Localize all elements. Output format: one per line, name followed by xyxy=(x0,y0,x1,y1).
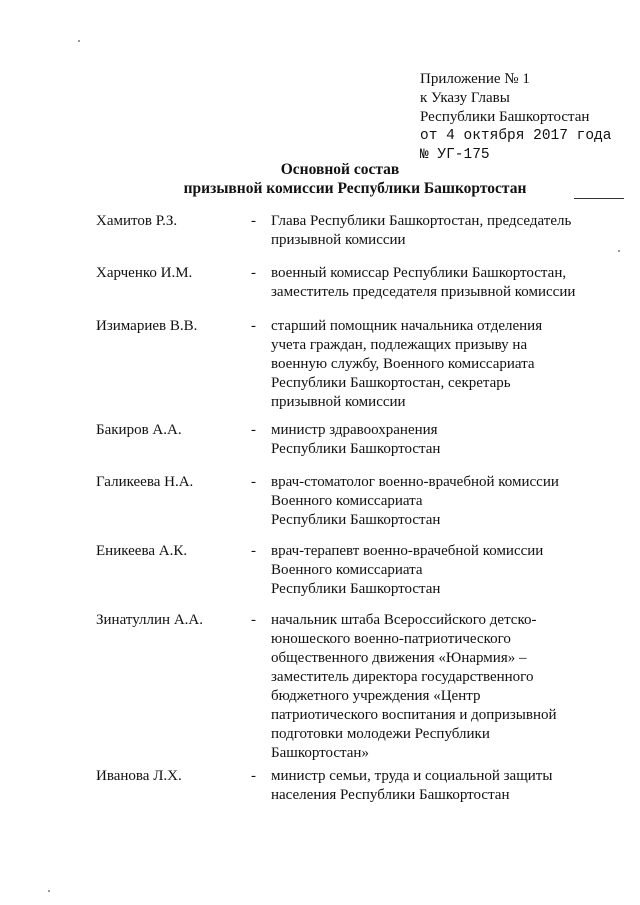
member-name: Еникеева А.К. xyxy=(96,543,188,559)
member-dash: - xyxy=(251,422,256,438)
member-role xyxy=(271,421,611,459)
appendix-republic: Республики Башкортостан xyxy=(420,109,590,125)
appendix-date: от 4 октября 2017 года xyxy=(420,128,612,144)
member-role-line: Республики Башкортостан, секретарь xyxy=(271,375,511,391)
member-role-line: Военного комиссариата xyxy=(271,493,423,509)
document-subtitle: призывной комиссии Республики Башкортостан xyxy=(183,180,527,197)
member-role xyxy=(271,317,611,412)
divider-line xyxy=(574,198,624,199)
member-role-line: призывной комиссии xyxy=(271,232,406,248)
member-dash: - xyxy=(251,318,256,334)
member-role-line: общественного движения «Юнармия» – xyxy=(271,650,527,666)
member-dash: - xyxy=(251,265,256,281)
member-role xyxy=(271,611,611,763)
appendix-decree-number: № УГ-175 xyxy=(420,147,490,163)
member-role-line: Башкортостан» xyxy=(271,745,369,761)
member-dash: - xyxy=(251,543,256,559)
appendix-decree-ref: к Указу Главы xyxy=(420,90,510,106)
member-role-line: призывной комиссии xyxy=(271,394,406,410)
member-role xyxy=(271,767,611,805)
scan-speck xyxy=(78,40,80,42)
member-role-line: военную службу, Военного комиссариата xyxy=(271,356,535,372)
appendix-header xyxy=(420,70,611,165)
member-role-line: старший помощник начальника отделения xyxy=(271,318,543,334)
member-role-line: Республики Башкортостан xyxy=(271,441,441,457)
member-role-line: патриотического воспитания и допризывной xyxy=(271,707,557,723)
member-role-line: населения Республики Башкортостан xyxy=(271,787,510,803)
member-role-line: бюджетного учреждения «Центр xyxy=(271,688,481,704)
member-role-line: учета граждан, подлежащих призыву на xyxy=(271,337,528,353)
document-title: Основной состав xyxy=(280,161,400,178)
appendix-number: Приложение № 1 xyxy=(420,71,530,87)
member-role xyxy=(271,264,611,302)
member-role-line: Республики Башкортостан xyxy=(271,512,441,528)
member-role-line: министр семьи, труда и социальной защиты xyxy=(271,768,553,784)
member-role-line: врач-стоматолог военно-врачебной комиссии xyxy=(271,474,559,490)
member-name: Хамитов Р.З. xyxy=(96,213,178,229)
member-role xyxy=(271,473,611,530)
member-role-line: врач-терапевт военно-врачебной комиссии xyxy=(271,543,544,559)
member-name: Харченко И.М. xyxy=(96,265,193,281)
member-role-line: начальник штаба Всероссийского детско- xyxy=(271,612,537,628)
member-role-line: министр здравоохранения xyxy=(271,422,438,438)
scan-speck xyxy=(48,890,50,892)
scan-speck xyxy=(618,250,620,252)
member-name: Иванова Л.Х. xyxy=(96,768,182,784)
member-dash: - xyxy=(251,474,256,490)
member-role-line: Республики Башкортостан xyxy=(271,581,441,597)
member-role-line: заместитель председателя призывной комиссии xyxy=(271,284,576,300)
member-role-line: подготовки молодежи Республики xyxy=(271,726,490,742)
member-dash: - xyxy=(251,768,256,784)
member-role-line: Глава Республики Башкортостан, председатель xyxy=(271,213,572,229)
member-name: Галикеева Н.А. xyxy=(96,474,194,490)
member-role-line: заместитель директора государственного xyxy=(271,669,534,685)
member-role xyxy=(271,542,611,599)
member-role-line: Военного комиссариата xyxy=(271,562,423,578)
member-role-line: юношеского военно-патриотического xyxy=(271,631,511,647)
member-dash: - xyxy=(251,612,256,628)
member-name: Изимариев В.В. xyxy=(96,318,198,334)
member-role xyxy=(271,212,611,250)
member-name: Бакиров А.А. xyxy=(96,422,182,438)
member-role-line: военный комиссар Республики Башкортостан, xyxy=(271,265,567,281)
member-name: Зинатуллин А.А. xyxy=(96,612,203,628)
member-dash: - xyxy=(251,213,256,229)
